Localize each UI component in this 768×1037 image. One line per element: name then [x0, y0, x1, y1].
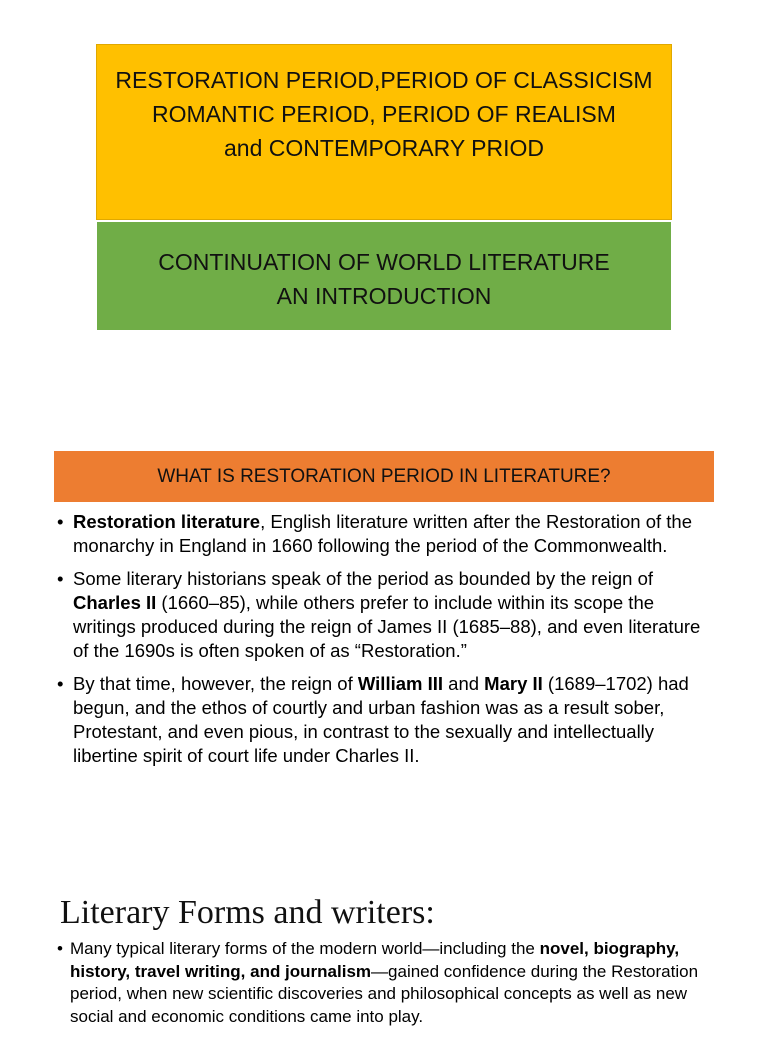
section-heading: WHAT IS RESTORATION PERIOD IN LITERATURE?: [54, 451, 714, 502]
bullet-item: [56, 938, 716, 1028]
bold-term: Charles II: [73, 592, 157, 613]
bullet-list: [56, 510, 716, 777]
slide-heading: Literary Forms and writers:: [60, 894, 435, 931]
slide-restoration: [0, 420, 768, 840]
title-line-3: and CONTEMPORARY PRIOD: [224, 135, 544, 161]
bold-term: novel, biography, history, travel writing, and journalism: [70, 939, 680, 981]
subtitle-line-2: AN INTRODUCTION: [276, 283, 492, 309]
bullet-text: —gained confidence during the Restoration period, when new scientific discoveries and philosophical concepts as well as new social and economic conditions came into play.: [70, 961, 699, 1026]
bullet-text: (1660–85), while others prefer to include within its scope the writings produced during the reign of James II (1685–88), and even literature of the 1690s is often spoken of as “Restoration.”: [73, 592, 701, 661]
title-line-1: RESTORATION PERIOD,PERIOD OF CLASSICISM: [115, 67, 653, 93]
bullet-text: , English literature written after the Restoration of the monarchy in England in 1660 following the period of the Commonwealth.: [73, 511, 692, 556]
bullet-list: [56, 938, 716, 1037]
slide-literary-forms: [0, 840, 768, 1024]
bold-term: Restoration literature: [73, 511, 261, 532]
bullet-item: [56, 672, 716, 768]
bullet-text: and: [443, 673, 485, 694]
bullet-text: Many typical literary forms of the modern world—including the: [70, 939, 540, 958]
bullet-text: Some literary historians speak of the period as bounded by the reign of: [73, 568, 654, 589]
bold-term: William III: [357, 673, 444, 694]
bold-term: Mary II: [484, 673, 543, 694]
bullet-item: [56, 510, 716, 558]
subtitle-box: [97, 222, 671, 330]
bullet-item: [56, 567, 716, 663]
slide-title: [0, 0, 768, 420]
subtitle-line-1: CONTINUATION OF WORLD LITERATURE: [158, 249, 610, 275]
title-box: [96, 44, 672, 220]
bullet-text: By that time, however, the reign of: [73, 673, 358, 694]
title-line-2: ROMANTIC PERIOD, PERIOD OF REALISM: [152, 101, 616, 127]
bullet-text: (1689–1702) had begun, and the ethos of courtly and urban fashion was as a result sober, Protestant, and even pious, in contrast to the sexually and intellectually libertine spirit of court life under Charles II.: [73, 673, 689, 766]
